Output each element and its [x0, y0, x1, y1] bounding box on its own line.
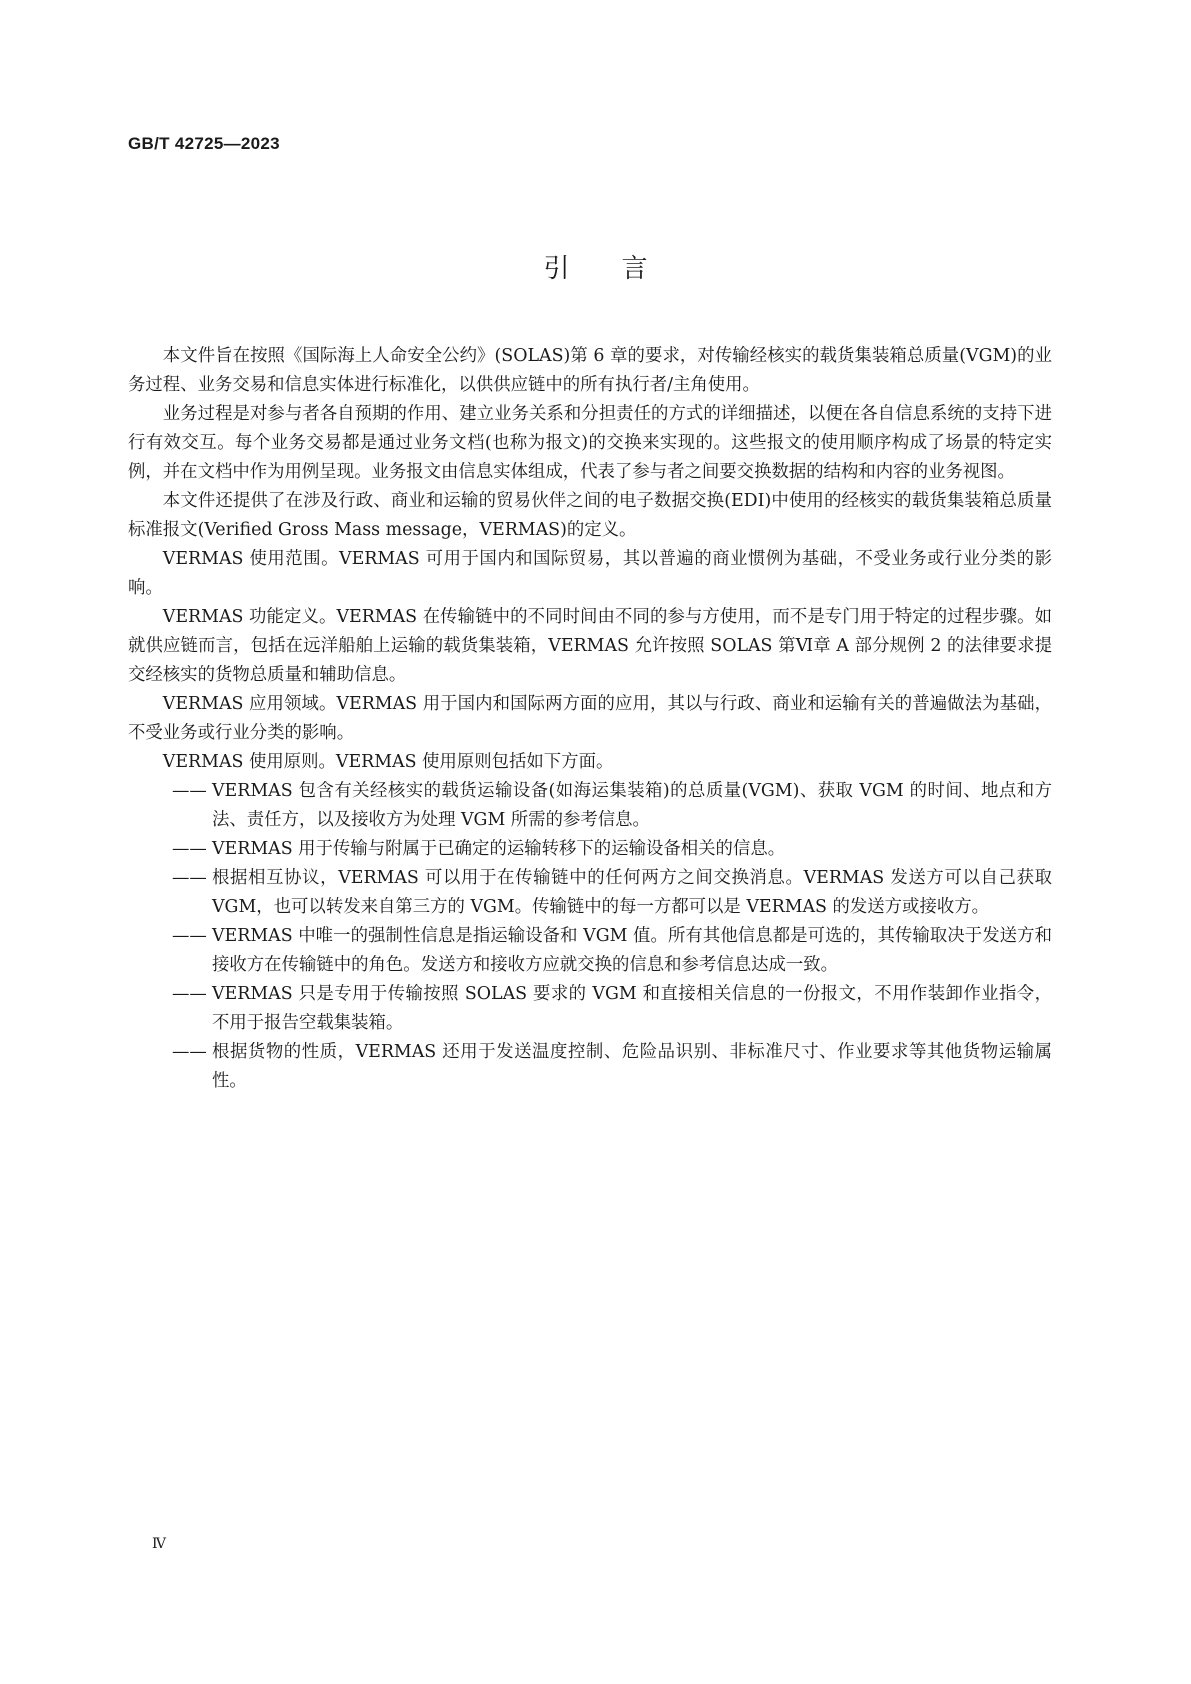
list-item-text: VERMAS 中唯一的强制性信息是指运输设备和 VGM 值。所有其他信息都是可选的，其传输取决于发送方和接收方在传输链中的角色。发送方和接收方应就交换的信息和参考信息达成一致。 — [212, 926, 1052, 975]
list-marker: —— — [172, 984, 207, 1004]
standard-code: GB/T 42725—2023 — [128, 134, 280, 153]
list-marker: —— — [172, 1042, 207, 1062]
list-item — [128, 864, 1052, 922]
list-item-text: VERMAS 用于传输与附属于已确定的运输转移下的运输设备相关的信息。 — [212, 839, 786, 859]
list-marker: —— — [172, 839, 207, 859]
paragraph: 本文件旨在按照《国际海上人命安全公约》(SOLAS)第 6 章的要求，对传输经核实的载货集装箱总质量(VGM)的业务过程、业务交易和信息实体进行标准化，以供供应链中的所有执行者/主角使用。 — [128, 346, 1052, 395]
list-item — [128, 1038, 1052, 1096]
principles-list — [128, 777, 1052, 1096]
list-item-text: VERMAS 包含有关经核实的载货运输设备(如海运集装箱)的总质量(VGM)、获取 VGM 的时间、地点和方法、责任方，以及接收方为处理 VGM 所需的参考信息。 — [212, 781, 1052, 830]
list-item-text: 根据相互协议，VERMAS 可以用于在传输链中的任何两方之间交换消息。VERMAS 发送方可以自己获取 VGM，也可以转发来自第三方的 VGM。传输链中的每一方都可以是 VERMAS 的发送方或接收方。 — [212, 868, 1052, 917]
paragraph: VERMAS 功能定义。VERMAS 在传输链中的不同时间由不同的参与方使用，而不是专门用于特定的过程步骤。如就供应链而言，包括在远洋船舶上运输的载货集装箱，VERMAS 允许按照 SOLAS 第Ⅵ章 A 部分规例 2 的法律要求提交经核实的货物总质量和辅助信息。 — [128, 607, 1052, 685]
list-item-text: 根据货物的性质，VERMAS 还用于发送温度控制、危险品识别、非标准尺寸、作业要求等其他货物运输属性。 — [212, 1042, 1052, 1091]
list-item — [128, 980, 1052, 1038]
paragraph: VERMAS 应用领域。VERMAS 用于国内和国际两方面的应用，其以与行政、商业和运输有关的普遍做法为基础，不受业务或行业分类的影响。 — [128, 694, 1052, 743]
paragraph: 本文件还提供了在涉及行政、商业和运输的贸易伙伴之间的电子数据交换(EDI)中使用的经核实的载货集装箱总质量标准报文(Verified Gross Mass message，VERMAS)的定义。 — [128, 491, 1052, 540]
document-body — [128, 342, 1052, 1096]
list-marker: —— — [172, 868, 207, 888]
list-item — [128, 777, 1052, 835]
paragraph: VERMAS 使用原则。VERMAS 使用原则包括如下方面。 — [162, 752, 614, 772]
list-item — [128, 835, 1052, 864]
paragraph: 业务过程是对参与者各自预期的作用、建立业务关系和分担责任的方式的详细描述，以便在各自信息系统的支持下进行有效交互。每个业务交易都是通过业务文档(也称为报文)的交换来实现的。这些报文的使用顺序构成了场景的特定实例，并在文档中作为用例呈现。业务报文由信息实体组成，代表了参与者之间要交换数据的结构和内容的业务视图。 — [128, 404, 1052, 482]
list-marker: —— — [172, 781, 207, 801]
list-item-text: VERMAS 只是专用于传输按照 SOLAS 要求的 VGM 和直接相关信息的一份报文，不用作装卸作业指令，不用于报告空载集装箱。 — [212, 984, 1052, 1033]
page-number: Ⅳ — [152, 1536, 166, 1552]
page-title: 引 言 — [543, 254, 648, 284]
list-item — [128, 922, 1052, 980]
paragraph: VERMAS 使用范围。VERMAS 可用于国内和国际贸易，其以普遍的商业惯例为基础，不受业务或行业分类的影响。 — [128, 549, 1052, 598]
list-marker: —— — [172, 926, 207, 946]
